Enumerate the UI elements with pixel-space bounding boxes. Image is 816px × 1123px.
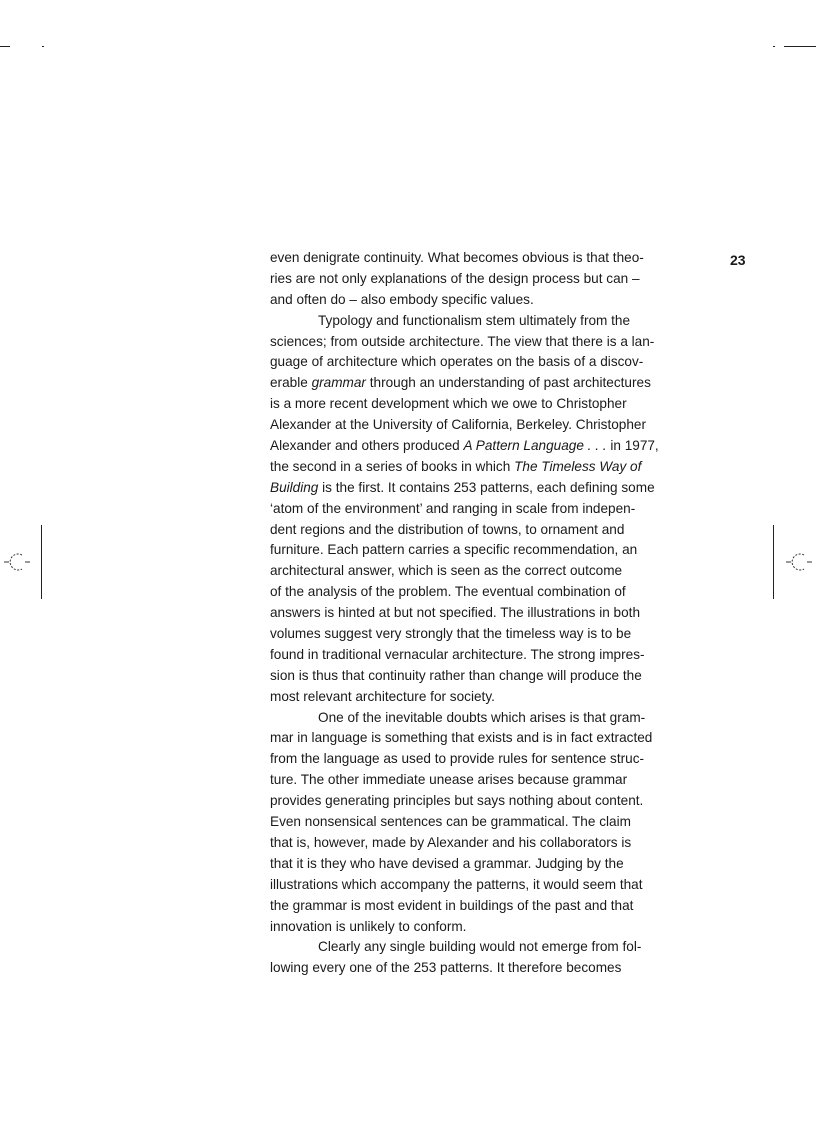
text-line [270,415,700,436]
text-line [270,854,700,875]
text-line [270,812,700,833]
registration-mark-right-icon [786,549,812,575]
text-segment: illustrations which accompany the patterns, it would seem that [270,876,643,892]
italic-text: The Timeless Way of [514,458,642,474]
text-segment: from the language as used to provide rules for sentence struc- [270,751,645,767]
text-line [270,520,700,541]
text-line [270,728,700,749]
text-segment: ‘atom of the environment’ and ranging in scale from indepen- [270,500,636,516]
text-line [270,666,700,687]
text-line [270,352,700,373]
text-line [270,603,700,624]
text-segment: Clearly any single building would not emerge from fol- [318,939,642,955]
text-segment: Alexander at the University of California, Berkeley. Christopher [270,417,647,433]
text-line [270,394,700,415]
text-line [270,645,700,666]
text-segment: even denigrate continuity. What becomes obvious is that theo- [270,250,644,265]
italic-text: grammar [311,375,366,391]
text-line [270,582,700,603]
text-line [270,624,700,645]
text-segment: sion is thus that continuity rather than change will produce the [270,667,642,683]
text-segment: ture. The other immediate unease arises because grammar [270,772,628,788]
text-line [270,561,700,582]
paragraph [270,311,700,708]
text-segment: that it is they who have devised a grammar. Judging by the [270,855,624,871]
registration-line-right [773,525,774,599]
text-segment: found in traditional vernacular architecture. The strong impres- [270,646,645,662]
crop-mark-top-left [0,46,10,47]
text-segment: is a more recent development which we owe to Christopher [270,396,627,412]
page-number: 23 [730,252,746,268]
paragraph [270,708,700,938]
text-segment: of the analysis of the problem. The eventual combination of [270,584,626,600]
text-segment: sciences; from outside architecture. The view that there is a lan- [270,333,655,349]
text-segment: guage of architecture which operates on the basis of a discov- [270,354,644,370]
crop-mark-top-right-dot [773,46,775,47]
text-segment: volumes suggest very strongly that the timeless way is to be [270,626,632,642]
text-segment: provides generating principles but says nothing about content. [270,793,644,809]
registration-line-left [41,525,42,599]
text-line [270,269,700,290]
text-segment: furniture. Each pattern carries a specific recommendation, an [270,542,638,558]
text-line [270,937,700,958]
text-segment: Alexander and others produced [270,438,464,454]
text-segment: is the first. It contains 253 patterns, each defining some [318,479,655,495]
text-segment: answers is hinted at but not specified. The illustrations in both [270,605,641,621]
crop-mark-top-right [784,46,816,47]
text-line [270,290,700,311]
text-line [270,896,700,917]
text-segment: through an understanding of past architectures [365,375,651,391]
text-segment: architectural answer, which is seen as the correct outcome [270,563,623,579]
text-segment: Typology and functionalism stem ultimately from the [318,312,631,328]
text-segment: innovation is unlikely to conform. [270,918,467,934]
body-text [270,248,700,979]
text-segment: the grammar is most evident in buildings of the past and that [270,897,634,913]
text-line [270,708,700,729]
text-segment: dent regions and the distribution of towns, to ornament and [270,521,625,537]
text-segment: the second in a series of books in which [270,458,515,474]
paragraph [270,937,700,979]
crop-mark-top-left-dot [42,46,44,47]
text-segment: and often do – also embody specific values. [270,291,534,307]
text-line [270,540,700,561]
text-line [270,311,700,332]
registration-mark-left-icon [4,549,30,575]
text-line [270,833,700,854]
text-line [270,373,700,394]
text-line [270,749,700,770]
text-line [270,770,700,791]
text-line [270,478,700,499]
italic-text: A Pattern Language . . . [463,438,607,454]
text-segment: One of the inevitable doubts which arises is that gram- [318,709,646,725]
paragraph [270,248,700,311]
text-segment: erable [270,375,312,391]
text-segment: mar in language is something that exists and is in fact extracted [270,730,653,746]
text-line [270,248,700,269]
text-segment: in 1977, [606,438,659,454]
italic-text: Building [270,479,319,495]
text-segment: Even nonsensical sentences can be grammatical. The claim [270,814,631,830]
text-line [270,457,700,478]
text-segment: most relevant architecture for society. [270,688,495,704]
text-line [270,958,700,979]
text-line [270,917,700,938]
text-line [270,875,700,896]
text-segment: that is, however, made by Alexander and his collaborators is [270,834,632,850]
text-line [270,332,700,353]
text-segment: lowing every one of the 253 patterns. It therefore becomes [270,960,622,976]
text-segment: ries are not only explanations of the design process but can – [270,270,640,286]
text-line [270,436,700,457]
text-line [270,687,700,708]
text-line [270,791,700,812]
text-line [270,499,700,520]
